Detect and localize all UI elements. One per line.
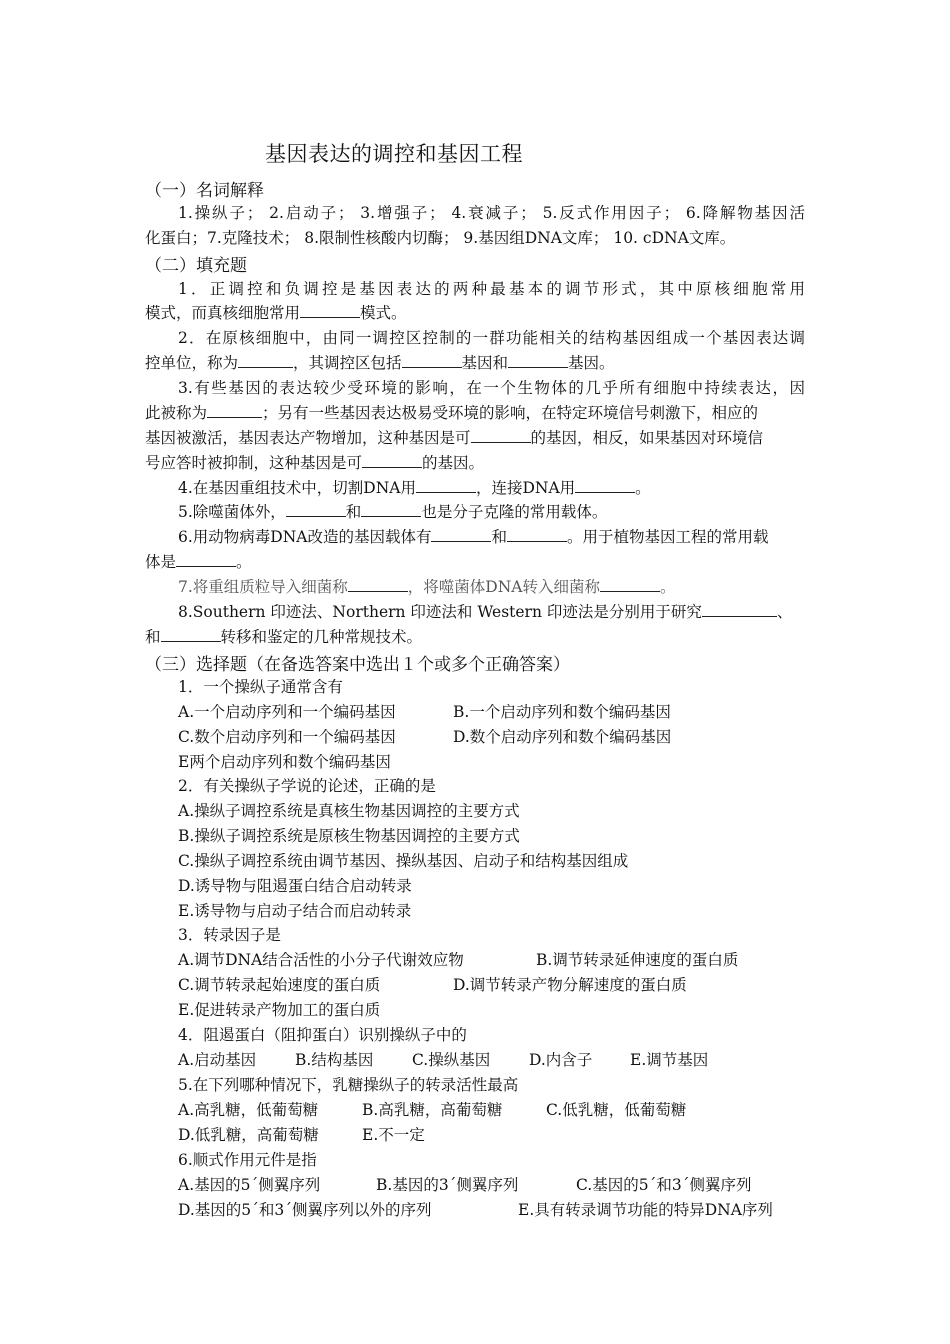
choice-q1: 1．一个操纵子通常含有	[178, 678, 343, 696]
choice-q3: 3．转录因子是	[178, 926, 281, 944]
choice-q3-option-e[interactable]: E.促进转录产物加工的蛋白质	[178, 1001, 381, 1019]
choice-q5: 5.在下列哪种情况下，乳糖操纵子的转录活性最高	[178, 1076, 519, 1094]
choice-q4-option-d[interactable]: D.内含子	[529, 1051, 593, 1069]
section-heading-terms: （一）名词解释	[145, 181, 264, 201]
fill-q1-line-1: 1．正调控和负调控是基因表达的两种最基本的调节形式，其中原核细胞常用	[178, 280, 805, 298]
fill-q3-line-3: 基因被激活，基因表达产物增加，这种基因是可 的基因，相反，如果基因对环境信	[145, 429, 764, 447]
choice-q5-option-e[interactable]: E.不一定	[362, 1126, 425, 1144]
choice-q3-option-a[interactable]: A.调节DNA结合活性的小分子代谢效应物	[178, 951, 464, 969]
answer-blank[interactable]	[361, 502, 421, 517]
fill-q5: 5.除噬菌体外， 和 也是分子克隆的常用载体。	[178, 503, 608, 521]
choice-q4-option-e[interactable]: E.调节基因	[630, 1051, 709, 1069]
terms-line-1: 1.操纵子； 2.启动子； 3.增强子； 4.衰减子； 5.反式作用因子； 6.降解物基因活	[178, 204, 805, 222]
choice-q2-option-a[interactable]: A.操纵子调控系统是真核生物基因调控的主要方式	[178, 802, 520, 820]
choice-q1-option-b[interactable]: B.一个启动序列和数个编码基因	[453, 703, 671, 721]
answer-blank[interactable]	[508, 353, 568, 368]
fill-q8-line-2: 和 转移和鉴定的几种常规技术。	[145, 628, 423, 646]
answer-blank[interactable]	[575, 478, 635, 493]
answer-blank[interactable]	[416, 478, 476, 493]
answer-blank[interactable]	[161, 627, 221, 642]
answer-blank[interactable]	[431, 527, 491, 542]
choice-q1-option-c[interactable]: C.数个启动序列和一个编码基因	[178, 728, 396, 746]
fill-q2-line-2: 控单位，称为 ，其调控区包括 基因和 基因。	[145, 354, 615, 372]
answer-blank[interactable]	[471, 428, 531, 443]
choice-q1-option-d[interactable]: D.数个启动序列和数个编码基因	[453, 728, 672, 746]
fill-q3-line-4: 号应答时被抑制，这种基因是可 的基因。	[145, 454, 485, 472]
answer-blank[interactable]	[362, 453, 422, 468]
fill-q3-line-2: 此被称为 ；另有一些基因表达极易受环境的影响，在特定环境信号刺激下，相应的	[145, 404, 759, 422]
choice-q2-option-b[interactable]: B.操纵子调控系统是原核生物基因调控的主要方式	[178, 827, 520, 845]
answer-blank[interactable]	[176, 552, 236, 567]
fill-q6-line-1: 6.用动物病毒DNA改造的基因载体有 和 。用于植物基因工程的常用载	[178, 528, 769, 546]
choice-q3-option-d[interactable]: D.调节转录产物分解速度的蛋白质	[453, 976, 687, 994]
answer-blank[interactable]	[238, 353, 293, 368]
fill-q4: 4.在基因重组技术中，切割DNA用 ，连接DNA用 。	[178, 479, 651, 497]
choice-q4-option-b[interactable]: B.结构基因	[295, 1051, 374, 1069]
fill-q8-line-1: 8.Southern 印迹法、Northern 印迹法和 Western 印迹法是分别用于研究 、	[178, 603, 793, 621]
choice-q2-option-e[interactable]: E.诱导物与启动子结合而启动转录	[178, 902, 412, 920]
page-title: 基因表达的调控和基因工程	[265, 142, 523, 166]
section-heading-fill: （二）填充题	[145, 256, 247, 276]
choice-q6-option-d[interactable]: D.基因的5ˊ和3ˊ侧翼序列以外的序列	[178, 1201, 432, 1219]
choice-q2-option-c[interactable]: C.操纵子调控系统由调节基因、操纵基因、启动子和结构基因组成	[178, 852, 629, 870]
fill-q7: 7.将重组质粒导入细菌称 ，将噬菌体DNA转入细菌称 。	[178, 578, 676, 596]
choice-q2-option-d[interactable]: D.诱导物与阻遏蛋白结合启动转录	[178, 877, 412, 895]
answer-blank[interactable]	[286, 502, 346, 517]
choice-q6-option-c[interactable]: C.基因的5ˊ和3ˊ侧翼序列	[576, 1176, 752, 1194]
choice-q4-option-a[interactable]: A.启动基因	[178, 1051, 257, 1069]
answer-blank[interactable]	[402, 353, 462, 368]
choice-q5-option-b[interactable]: B.高乳糖，高葡萄糖	[362, 1101, 503, 1119]
answer-blank[interactable]	[600, 577, 660, 592]
fill-q1-line-2: 模式，而真核细胞常用 模式。	[145, 304, 407, 322]
terms-line-2: 化蛋白；7.克隆技术； 8.限制性核酸内切酶； 9.基因组DNA文库； 10. cDNA文库。	[145, 229, 736, 247]
fill-q6-line-2: 体是 。	[145, 553, 252, 571]
choice-q6-option-b[interactable]: B.基因的3ˊ侧翼序列	[376, 1176, 519, 1194]
choice-q1-option-e[interactable]: E两个启动序列和数个编码基因	[178, 753, 391, 771]
choice-q3-option-b[interactable]: B.调节转录延伸速度的蛋白质	[536, 951, 739, 969]
choice-q4-option-c[interactable]: C.操纵基因	[412, 1051, 491, 1069]
section-heading-choice: （三）选择题（在备选答案中选出１个或多个正确答案）	[145, 655, 570, 675]
answer-blank[interactable]	[702, 602, 777, 617]
choice-q3-option-c[interactable]: C.调节转录起始速度的蛋白质	[178, 976, 381, 994]
choice-q6: 6.顺式作用元件是指	[178, 1151, 317, 1169]
answer-blank[interactable]	[348, 577, 408, 592]
answer-blank[interactable]	[207, 403, 262, 418]
choice-q6-option-a[interactable]: A.基因的5ˊ侧翼序列	[178, 1176, 321, 1194]
answer-blank[interactable]	[507, 527, 567, 542]
answer-blank[interactable]	[300, 303, 360, 318]
choice-q1-option-a[interactable]: A.一个启动序列和一个编码基因	[178, 703, 396, 721]
fill-q2-line-1: 2．在原核细胞中，由同一调控区控制的一群功能相关的结构基因组成一个基因表达调	[178, 329, 805, 347]
choice-q5-option-d[interactable]: D.低乳糖，高葡萄糖	[178, 1126, 319, 1144]
fill-q3-line-1: 3.有些基因的表达较少受环境的影响，在一个生物体的几乎所有细胞中持续表达，因	[178, 379, 805, 397]
choice-q4: 4．阻遏蛋白（阻抑蛋白）识别操纵子中的	[178, 1026, 467, 1044]
choice-q6-option-e[interactable]: E.具有转录调节功能的特异DNA序列	[518, 1201, 773, 1219]
choice-q5-option-c[interactable]: C.低乳糖，低葡萄糖	[546, 1101, 687, 1119]
choice-q2: 2．有关操纵子学说的论述，正确的是	[178, 777, 436, 795]
choice-q5-option-a[interactable]: A.高乳糖，低葡萄糖	[178, 1101, 319, 1119]
